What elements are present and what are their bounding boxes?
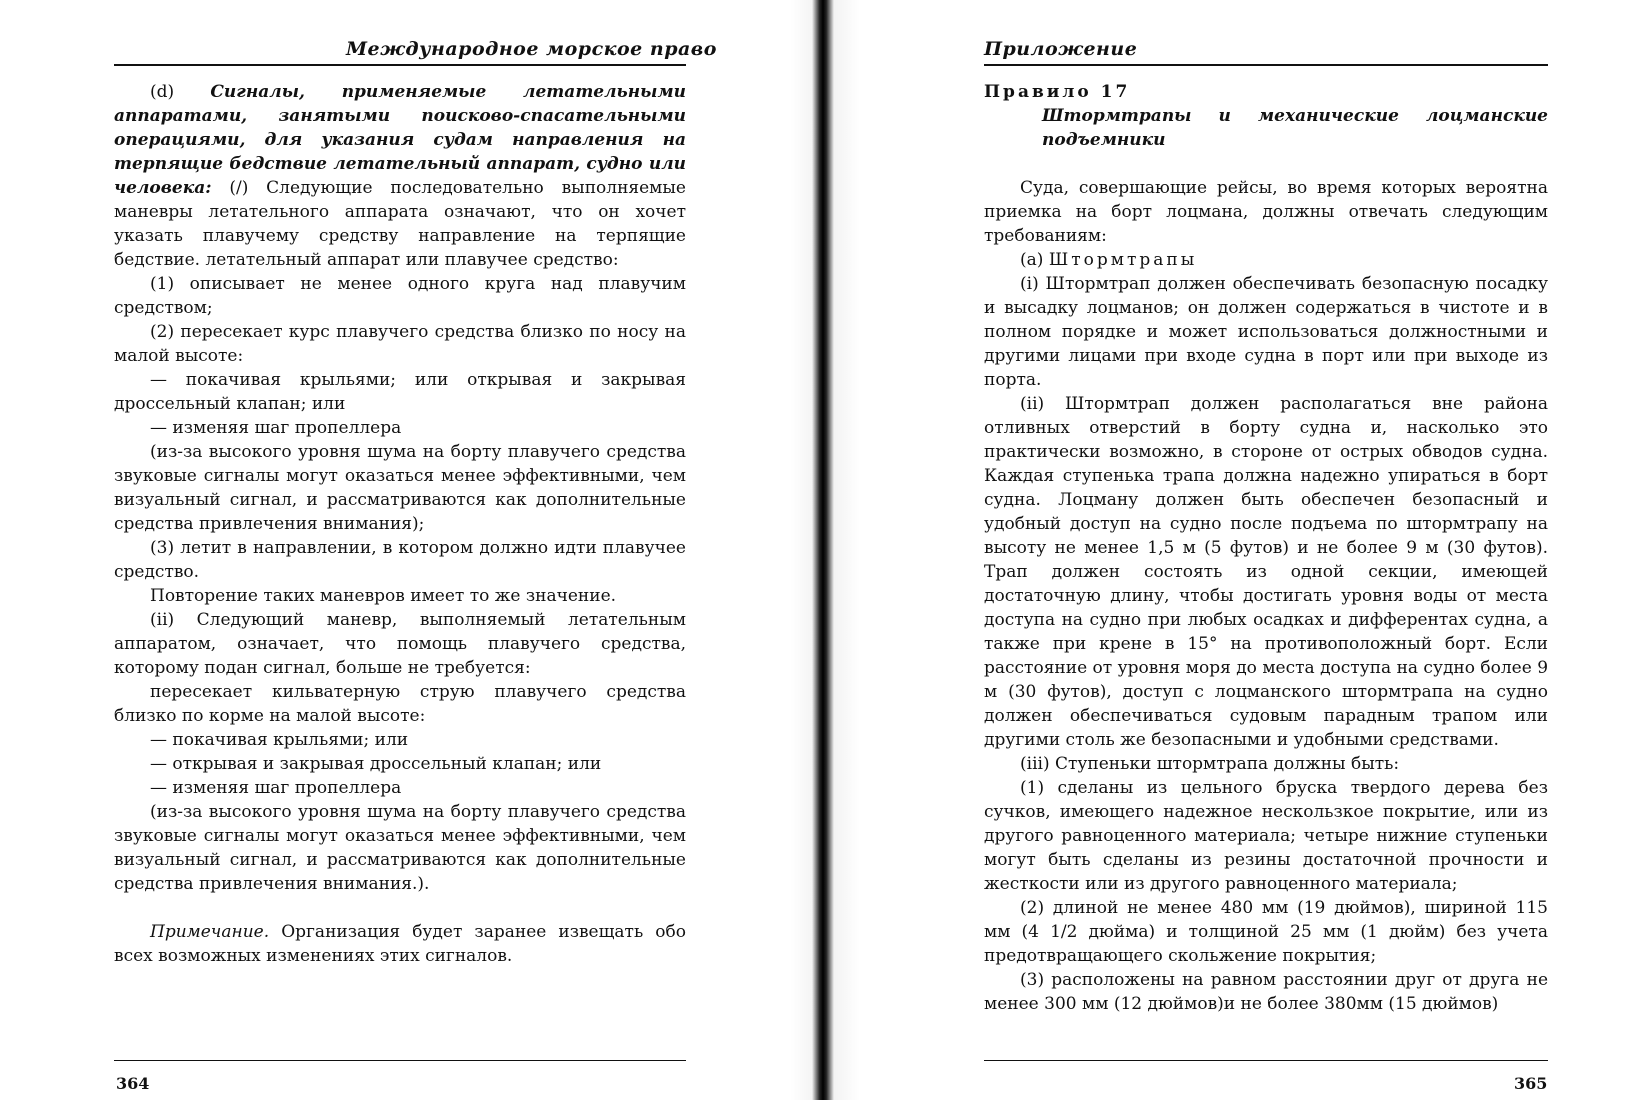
heading-italic: Сигналы, применяемые летательными аппаратами, занятыми поисково-спасательными операциями, для указания судам направления на терпящие бедствие летательный аппарат, судно или человека:: [114, 82, 686, 198]
section-title: Штормтрапы: [1048, 250, 1198, 270]
section-label: (а): [1020, 250, 1049, 270]
running-head: Международное морское право: [346, 38, 717, 60]
header-rule: [114, 64, 686, 66]
footer-rule: [114, 1060, 686, 1061]
right-body: [984, 80, 1548, 1016]
list-item: (2) длиной не менее 480 мм (19 дюймов), шириной 115 мм (4 1/2 дюйма) и толщиной 25 мм (1 дюйм) без учета предотвращающего скольжение покрытия;: [984, 898, 1548, 966]
running-head: Приложение: [984, 38, 1138, 60]
page-number: 364: [116, 1074, 150, 1093]
paragraph: (из-за высокого уровня шума на борту плавучего средства звуковые сигналы могут оказаться менее эффективными, чем визуальный сигнал, и рассматриваются как дополнительные средства привлечения внимания.).: [114, 802, 686, 894]
section-heading: [984, 248, 1548, 272]
paragraph: (ii) Следующий маневр, выполняемый летательным аппаратом, означает, что помощь плавучего средства, которому подан сигнал, больше не требуется:: [114, 610, 686, 678]
list-item: (1) сделаны из цельного бруска твердого дерева без сучков, имеющего надежное нескользкое покрытие, или из другого равноценного материала; четыре нижние ступеньки могут быть сделаны из резины достаточной прочности и жесткости или из другого равноценного материала;: [984, 778, 1548, 894]
rule-title: Правило 17: [984, 82, 1131, 102]
note: [114, 920, 686, 968]
list-item: (3) расположены на равном расстоянии друг от друга не менее 300 мм (12 дюймов)и не более 380мм (15 дюймов): [984, 970, 1548, 1014]
list-item: — изменяя шаг пропеллера: [150, 778, 402, 798]
paragraph-text: (/) Следующие последовательно выполняемые маневры летательного аппарата означают, что он хочет указать плавучему средству направление на терпящие бедствие. летательный аппарат или плавучее средство:: [114, 178, 686, 270]
list-item: — открывая и закрывая дроссельный клапан; или: [150, 754, 602, 774]
header-rule: [984, 64, 1548, 66]
paragraph: (iii) Ступеньки штормтрапа должны быть:: [1020, 754, 1400, 774]
right-page: [830, 0, 1646, 1100]
paragraph: (ii) Штормтрап должен располагаться вне района отливных отверстий в борту судна и, насколько это практически возможно, в стороне от острых обводов судна. Каждая ступенька трапа должна надежно упираться в борт судна. Лоцману должен быть обеспечен безопасный и удобный доступ на судно после подъема по штормтрапу на высоту не менее 1,5 м (5 футов) и не более 9 м (30 футов). Трап должен состоять из одной секции, имеющей достаточную длину, чтобы достигать уровня воды от места доступа на судно при любых осадках и дифферентах судна, а также при крене в 15° на противоположный борт. Если расстояние от уровня моря до места доступа на судно более 9 м (30 футов), доступ с лоцманского штормтрапа на судно должен обеспечиваться судовым парадным трапом или другими столь же безопасными и удобными средствами.: [984, 394, 1549, 750]
paragraph: (из-за высокого уровня шума на борту плавучего средства звуковые сигналы могут оказаться менее эффективными, чем визуальный сигнал, и рассматриваются как дополнительные средства привлечения внимания);: [114, 442, 686, 534]
list-item: — изменяя шаг пропеллера: [150, 418, 402, 438]
left-body: [114, 80, 686, 968]
paragraph: Повторение таких маневров имеет то же значение.: [150, 586, 617, 606]
spacer: [114, 896, 686, 920]
note-text: Организация будет заранее извещать обо всех возможных изменениях этих сигналов.: [114, 922, 686, 966]
note-label: Примечание.: [150, 922, 270, 942]
left-page: [0, 0, 740, 1100]
paragraph: пересекает кильватерную струю плавучего средства близко по корме на малой высоте:: [114, 682, 686, 726]
spacer: [984, 152, 1548, 176]
paragraph: Суда, совершающие рейсы, во время которых вероятна приемка на борт лоцмана, должны отвечать следующим требованиям:: [984, 178, 1548, 246]
paragraph: (i) Штормтрап должен обеспечивать безопасную посадку и высадку лоцманов; он должен содержаться в чистоте и в полном порядке и может использоваться должностными и другими лицами при входе судна в порт или при выходе из порта.: [984, 274, 1548, 390]
list-item: (1) описывает не менее одного круга над плавучим средством;: [114, 274, 686, 318]
page-number: 365: [1514, 1074, 1548, 1093]
list-item: (2) пересекает курс плавучего средства близко по носу на малой высоте:: [114, 322, 686, 366]
paragraph-d: [114, 80, 686, 272]
list-item: — покачивая крыльями; или: [150, 730, 409, 750]
item-label: (d): [150, 82, 211, 102]
footer-rule: [984, 1060, 1548, 1061]
rule-subtitle: Штормтрапы и механические лоцманские подъемники: [1042, 106, 1548, 150]
list-item: (3) летит в направлении, в котором должно идти плавучее средство.: [114, 538, 686, 582]
list-item: — покачивая крыльями; или открывая и закрывая дроссельный клапан; или: [114, 370, 686, 414]
